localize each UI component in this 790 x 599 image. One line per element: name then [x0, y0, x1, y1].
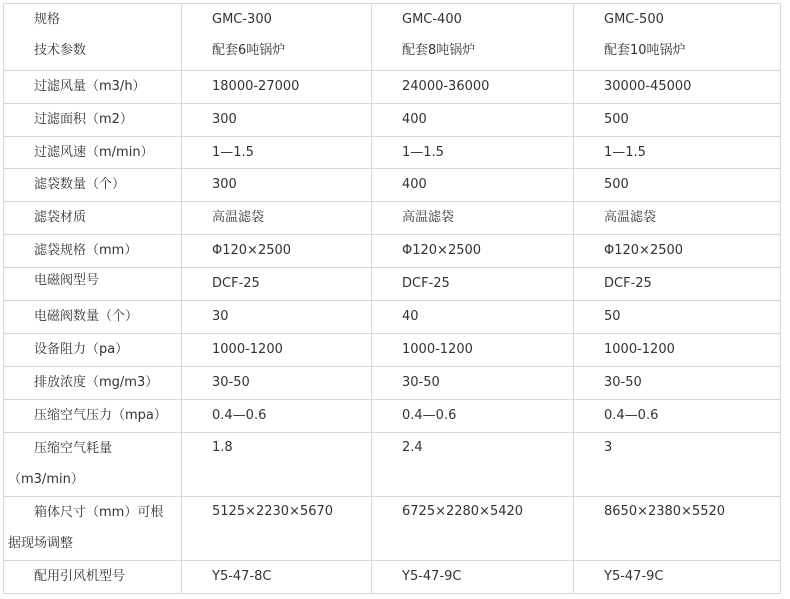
- row-label: 排放浓度（mg/m3）: [4, 367, 182, 400]
- row-label: 设备阻力（pa）: [4, 334, 182, 367]
- spec-table: [3, 3, 781, 594]
- row-value: 1.8: [182, 433, 372, 497]
- table-row: [4, 301, 781, 334]
- row-label: 压缩空气压力（mpa）: [4, 400, 182, 433]
- model-note: 配套8吨锅炉: [402, 43, 476, 58]
- table-row: [4, 334, 781, 367]
- row-value: Φ120×2500: [372, 235, 574, 268]
- header-label-cell: [4, 4, 182, 71]
- row-value: 400: [372, 104, 574, 137]
- row-label: 电磁阀数量（个）: [4, 301, 182, 334]
- row-value: 500: [574, 169, 781, 202]
- table-row: [4, 367, 781, 400]
- row-value: 1000-1200: [182, 334, 372, 367]
- row-label: 配用引风机型号: [4, 561, 182, 594]
- row-label: 过滤风量（m3/h）: [4, 71, 182, 104]
- header-model-cell: [574, 4, 781, 71]
- header-row: [4, 4, 781, 71]
- row-value: Y5-47-9C: [372, 561, 574, 594]
- row-value: 30: [182, 301, 372, 334]
- row-label: 滤袋规格（mm）: [4, 235, 182, 268]
- table-row: [4, 561, 781, 594]
- row-value: 30-50: [574, 367, 781, 400]
- row-value: 高温滤袋: [372, 202, 574, 235]
- row-value: 300: [182, 169, 372, 202]
- header-label-params: 技术参数: [34, 43, 87, 58]
- row-label: 电磁阀型号: [4, 268, 182, 301]
- table-row: [4, 235, 781, 268]
- row-value: Y5-47-8C: [182, 561, 372, 594]
- table-row: [4, 169, 781, 202]
- row-value: 30000-45000: [574, 71, 781, 104]
- table-row: [4, 268, 781, 301]
- row-label: 滤袋数量（个）: [4, 169, 182, 202]
- table-row: [4, 433, 781, 497]
- model-note: 配套6吨锅炉: [212, 43, 286, 58]
- row-value: DCF-25: [372, 268, 574, 301]
- header-label-spec: 规格: [34, 12, 61, 27]
- row-value: 1—1.5: [574, 137, 781, 169]
- row-label-line: 压缩空气耗量: [34, 441, 113, 456]
- model-name: GMC-500: [604, 12, 664, 27]
- row-value: 2.4: [372, 433, 574, 497]
- row-value: 18000-27000: [182, 71, 372, 104]
- row-label-multiline: [4, 497, 182, 561]
- row-value: 40: [372, 301, 574, 334]
- row-value: Φ120×2500: [574, 235, 781, 268]
- row-value: 5125×2230×5670: [182, 497, 372, 561]
- model-name: GMC-400: [402, 12, 462, 27]
- row-label-line: （m3/min）: [8, 472, 84, 487]
- row-value: 高温滤袋: [182, 202, 372, 235]
- row-value: 30-50: [372, 367, 574, 400]
- row-label-line: 箱体尺寸（mm）可根: [34, 505, 164, 520]
- model-note: 配套10吨锅炉: [604, 43, 686, 58]
- row-value: 50: [574, 301, 781, 334]
- row-value: 24000-36000: [372, 71, 574, 104]
- row-value: 0.4—0.6: [372, 400, 574, 433]
- row-value: 高温滤袋: [574, 202, 781, 235]
- table-row: [4, 137, 781, 169]
- table-row: [4, 104, 781, 137]
- row-value: 400: [372, 169, 574, 202]
- row-value: DCF-25: [574, 268, 781, 301]
- header-model-cell: [182, 4, 372, 71]
- row-label: 过滤风速（m/min）: [4, 137, 182, 169]
- row-label: 滤袋材质: [4, 202, 182, 235]
- row-label: 过滤面积（m2）: [4, 104, 182, 137]
- row-value: 1—1.5: [182, 137, 372, 169]
- row-value: 300: [182, 104, 372, 137]
- row-value: 0.4—0.6: [574, 400, 781, 433]
- row-value: DCF-25: [182, 268, 372, 301]
- header-model-cell: [372, 4, 574, 71]
- row-label-multiline: [4, 433, 182, 497]
- row-value: 500: [574, 104, 781, 137]
- model-name: GMC-300: [212, 12, 272, 27]
- row-value: 6725×2280×5420: [372, 497, 574, 561]
- table-row: [4, 202, 781, 235]
- row-label-line: 据现场调整: [8, 536, 74, 551]
- row-value: 3: [574, 433, 781, 497]
- row-value: Φ120×2500: [182, 235, 372, 268]
- row-value: 0.4—0.6: [182, 400, 372, 433]
- row-value: 1—1.5: [372, 137, 574, 169]
- row-value: Y5-47-9C: [574, 561, 781, 594]
- table-row: [4, 497, 781, 561]
- table-row: [4, 400, 781, 433]
- table-row: [4, 71, 781, 104]
- row-value: 1000-1200: [372, 334, 574, 367]
- row-value: 1000-1200: [574, 334, 781, 367]
- row-value: 8650×2380×5520: [574, 497, 781, 561]
- row-value: 30-50: [182, 367, 372, 400]
